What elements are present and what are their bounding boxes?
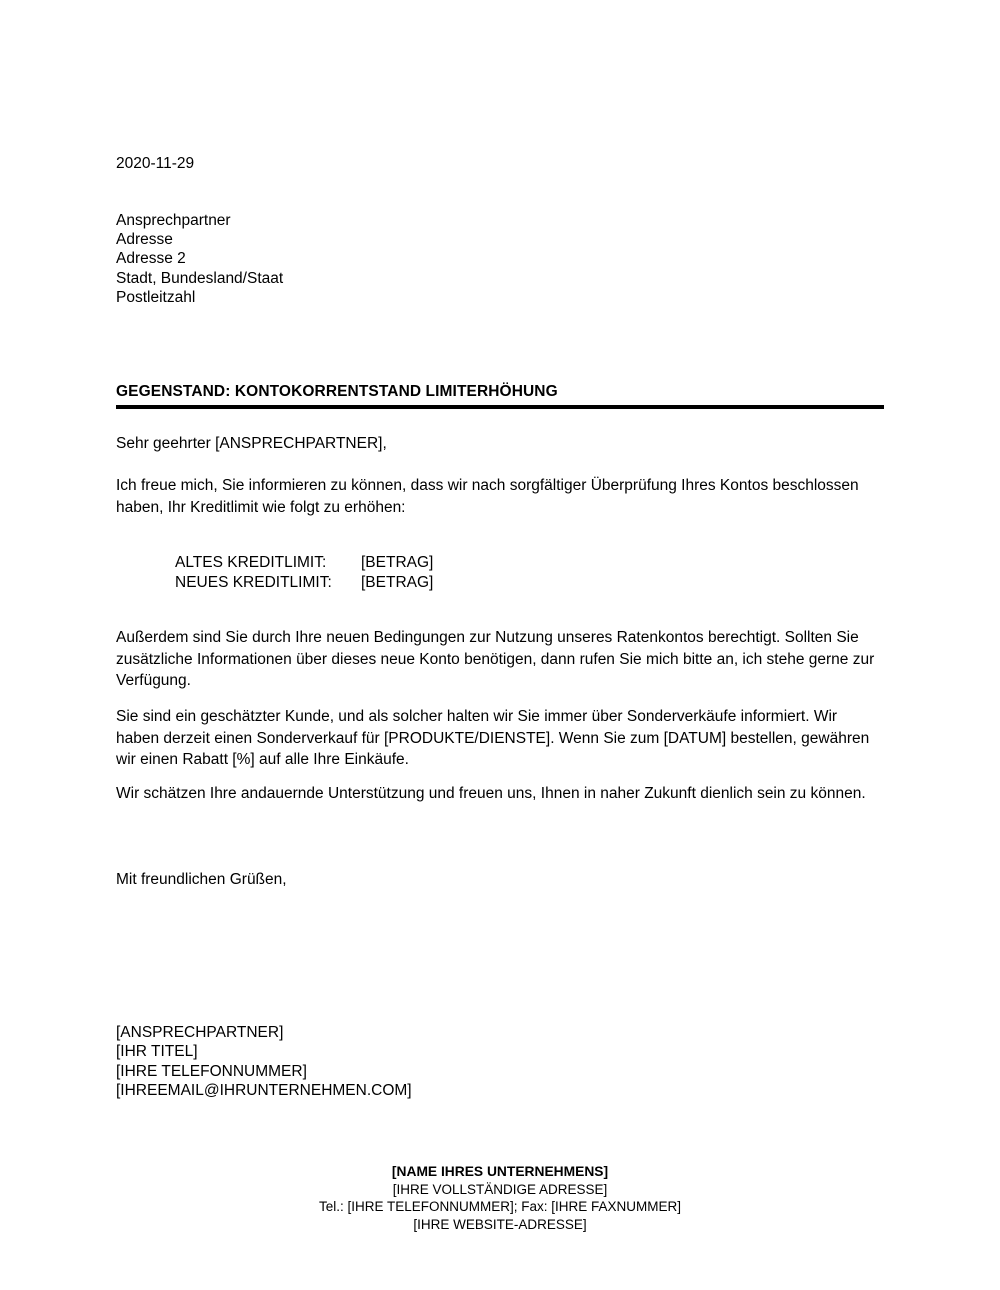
signature-phone: [IHRE TELEFONNUMMER] <box>116 1062 307 1080</box>
paragraph-terms: Außerdem sind Sie durch Ihre neuen Bedingungen zur Nutzung unseres Ratenkontos berechtigt. Sollten Sie zusätzliche Informationen über dieses neue Konto benötigen, dann rufen Sie mich bitte an, ich stehe gerne zur Verfügung. <box>116 629 875 689</box>
letter-date: 2020-11-29 <box>116 155 195 172</box>
credit-limit-row-new <box>175 573 433 593</box>
salutation: Sehr geehrter [ANSPRECHPARTNER], <box>116 435 387 452</box>
signature-name: [ANSPRECHPARTNER] <box>116 1024 284 1041</box>
footer-contact: Tel.: [IHRE TELEFONNUMMER]; Fax: [IHRE FAXNUMMER] <box>318 1199 682 1214</box>
recipient-line-city: Stadt, Bundesland/Staat <box>116 269 284 287</box>
footer-address: [IHRE VOLLSTÄNDIGE ADRESSE] <box>392 1181 608 1197</box>
old-credit-limit-label: ALTES KREDITLIMIT: <box>175 554 327 571</box>
credit-limit-block <box>175 553 433 592</box>
footer-company-name: [NAME IHRES UNTERNEHMENS] <box>391 1164 609 1179</box>
paragraph-valued-customer: Sie sind ein geschätzter Kunde, und als solcher halten wir Sie immer über Sonderverkäufe informiert. Wir haben derzeit einen Sonderverkauf für [PRODUKTE/DIENSTE]. Wenn Sie zum [DATUM] bestellen, gewähren wir einen Rabatt [%] auf alle Ihre Einkäufe. <box>116 708 870 768</box>
signoff-line: Mit freundlichen Grüßen, <box>116 871 287 888</box>
paragraph-closing: Wir schätzen Ihre andauernde Unterstützung und freuen uns, Ihnen in naher Zukunft dienlich sein zu können. <box>116 785 866 802</box>
signature-block <box>116 1023 412 1101</box>
recipient-line-postal: Postleitzahl <box>116 288 196 306</box>
signature-title: [IHR TITEL] <box>116 1043 198 1061</box>
paragraph-intro: Ich freue mich, Sie informieren zu können, dass wir nach sorgfältiger Überprüfung Ihres Kontos beschlossen haben, Ihr Kreditlimit wie folgt zu erhöhen: <box>116 477 859 516</box>
recipient-line-contact: Ansprechpartner <box>116 212 231 229</box>
page-footer <box>0 1163 1000 1233</box>
subject-divider <box>116 405 884 409</box>
old-credit-limit-value: [BETRAG] <box>361 554 434 571</box>
recipient-line-address2: Adresse 2 <box>116 250 186 268</box>
subject-line: GEGENSTAND: KONTOKORRENTSTAND LIMITERHÖHUNG <box>116 383 558 400</box>
signature-email: [IHREEMAIL@IHRUNTERNEHMEN.COM] <box>116 1082 412 1100</box>
footer-website: [IHRE WEBSITE-ADRESSE] <box>413 1216 587 1232</box>
recipient-line-address: Adresse <box>116 231 173 249</box>
recipient-address-block <box>116 211 283 307</box>
credit-limit-row-old <box>175 553 433 573</box>
new-credit-limit-value: [BETRAG] <box>361 573 434 591</box>
new-credit-limit-label: NEUES KREDITLIMIT: <box>175 573 332 591</box>
